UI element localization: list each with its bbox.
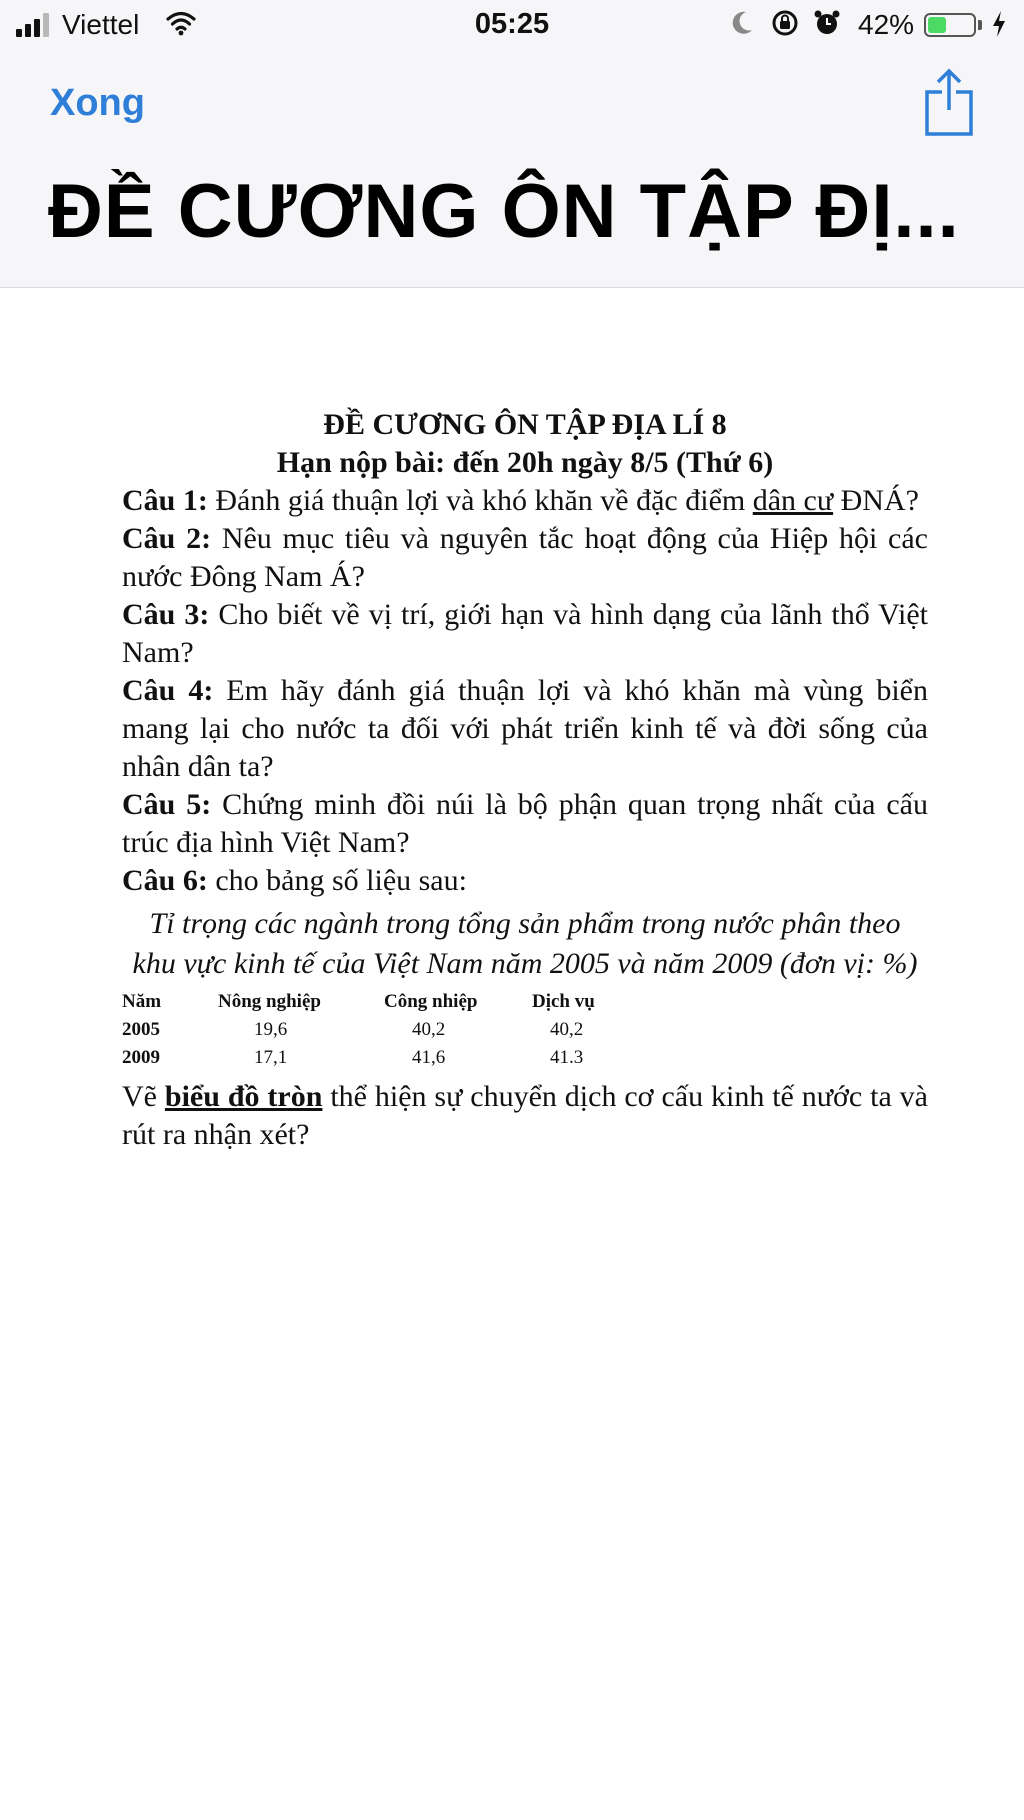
header-services: Dịch vụ bbox=[532, 991, 595, 1012]
question-1: Câu 1: Đánh giá thuận lợi và khó khăn về đặc điểm dân cư ĐNÁ? bbox=[122, 484, 919, 517]
carrier-name: Viettel bbox=[62, 9, 140, 40]
page-title: ĐỀ CƯƠNG ÔN TẬP ĐỊ... bbox=[48, 169, 960, 254]
navigation-bar bbox=[0, 0, 1024, 288]
table-header-row bbox=[122, 988, 599, 1016]
table-row bbox=[122, 1044, 599, 1072]
question-2: Câu 2: Nêu mục tiêu và nguyên tắc hoạt động của Hiệp hội các nước Đông Nam Á? bbox=[122, 522, 928, 593]
battery-fill bbox=[928, 17, 946, 33]
battery-icon bbox=[924, 13, 976, 37]
table-cell: 40,2 bbox=[550, 1019, 584, 1040]
header-industry: Công nhiệp bbox=[384, 991, 478, 1012]
data-table bbox=[122, 988, 599, 1072]
table-caption: Tỉ trọng các ngành trong tổng sản phẩm trong nước phân theo khu vực kinh tế của Việt Nam năm 2005 và năm 2009 (đơn vị: %) bbox=[132, 907, 918, 980]
header-agriculture: Nông nghiệp bbox=[218, 991, 321, 1012]
table-cell: 19,6 bbox=[254, 1019, 288, 1040]
table-cell: 41.3 bbox=[550, 1047, 584, 1068]
question-6: Câu 6: cho bảng số liệu sau: bbox=[122, 864, 467, 897]
rotation-lock-icon bbox=[770, 8, 800, 45]
question-4: Câu 4: Em hãy đánh giá thuận lợi và khó khăn mà vùng biển mang lại cho nước ta đối với phát triển kinh tế và đời sống của nhân dân ta? bbox=[122, 674, 928, 783]
alarm-icon bbox=[812, 8, 842, 45]
table-cell: 2009 bbox=[122, 1047, 160, 1068]
charging-bolt-icon bbox=[990, 9, 1008, 46]
document-title: ĐỀ CƯƠNG ÔN TẬP ĐỊA LÍ 8 bbox=[323, 408, 727, 441]
header-year: Năm bbox=[122, 991, 162, 1012]
status-bar bbox=[0, 0, 1024, 52]
moon-icon bbox=[730, 8, 756, 45]
document-content bbox=[122, 406, 928, 1154]
question-5: Câu 5: Chứng minh đồi núi là bộ phận quan trọng nhất của cấu trúc địa hình Việt Nam? bbox=[122, 788, 928, 859]
table-cell: 2005 bbox=[122, 1019, 160, 1040]
table-row bbox=[122, 1016, 599, 1044]
share-icon[interactable] bbox=[922, 68, 976, 143]
table-cell: 40,2 bbox=[412, 1019, 446, 1040]
question-3: Câu 3: Cho biết về vị trí, giới hạn và hình dạng của lãnh thổ Việt Nam? bbox=[122, 598, 929, 669]
battery-tip bbox=[978, 20, 982, 30]
document-subtitle: Hạn nộp bài: đến 20h ngày 8/5 (Thứ 6) bbox=[276, 446, 774, 479]
battery-percent: 42% bbox=[858, 9, 915, 40]
final-instruction: Vẽ biểu đồ tròn thể hiện sự chuyển dịch cơ cấu kinh tế nước ta và rút ra nhận xét? bbox=[122, 1080, 928, 1151]
status-time: 05:25 bbox=[474, 8, 550, 40]
table-cell: 17,1 bbox=[254, 1047, 288, 1068]
done-button[interactable]: Xong bbox=[50, 82, 145, 124]
table-cell: 41,6 bbox=[412, 1047, 446, 1068]
